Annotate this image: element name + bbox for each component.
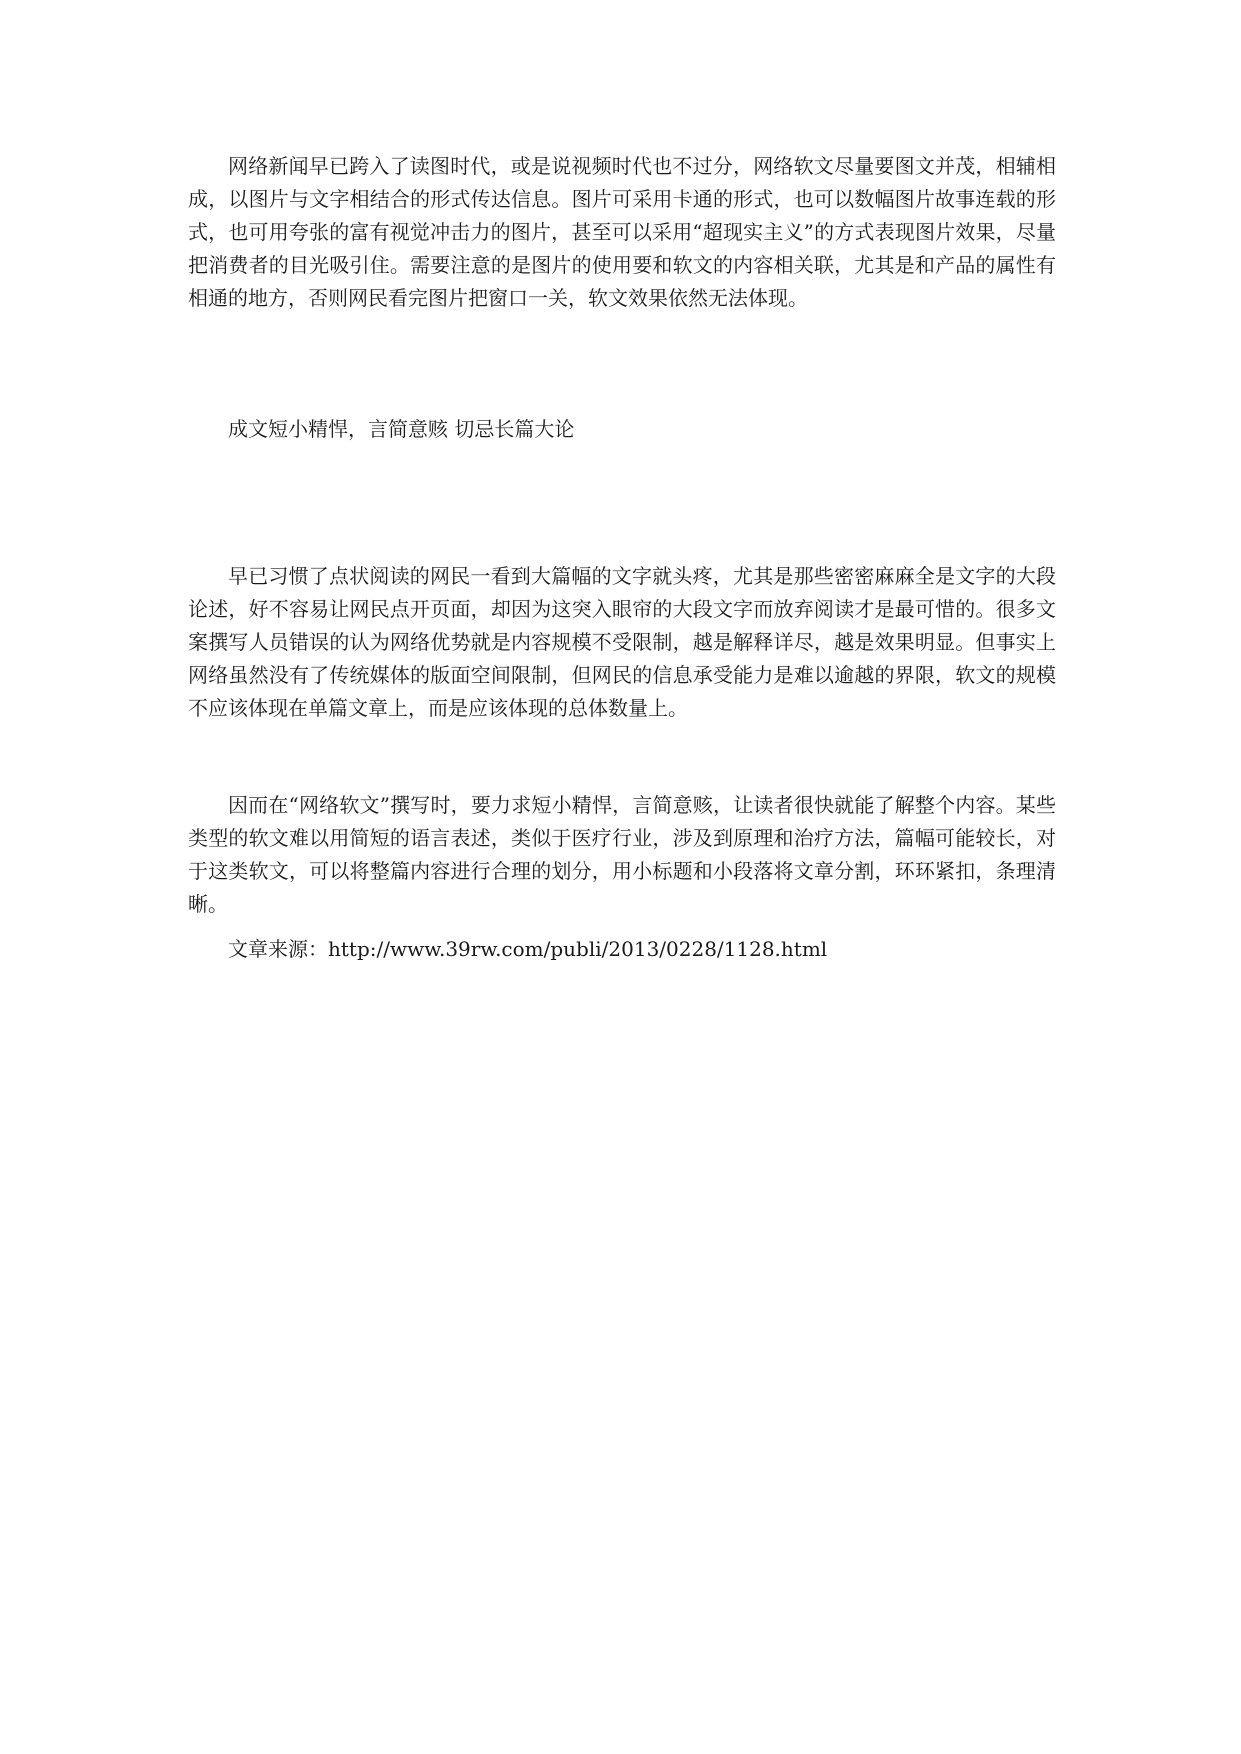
paragraph-image-text: 网络新闻早已跨入了读图时代，或是说视频时代也不过分，网络软文尽量要图文并茂，相辅相成，以图片与文字相结合的形式传达信息。图片可采用卡通的形式，也可以数幅图片故事连载的形式，也可用夸张的富有视觉冲击力的图片，甚至可以采用“超现实主义”的方式表现图片效果，尽量把消费者的目光吸引住。需要注意的是图片的使用要和软文的内容相关联，尤其是和产品的属性有相通的地方，否则网民看完图片把窗口一关，软文效果依然无法体现。 bbox=[188, 154, 1056, 310]
paragraph-concise-writing: 因而在“网络软文”撰写时，要力求短小精悍，言简意赅，让读者很快就能了解整个内容。某些类型的软文难以用简短的语言表述，类似于医疗行业，涉及到原理和治疗方法，篇幅可能较长，对于这类软文，可以将整篇内容进行合理的划分，用小标题和小段落将文章分割，环环紧扣，条理清晰。 bbox=[188, 793, 1056, 916]
paragraph-reading-habits: 早已习惯了点状阅读的网民一看到大篇幅的文字就头疼，尤其是那些密密麻麻全是文字的大段论述，好不容易让网民点开页面，却因为这突入眼帘的大段文字而放弃阅读才是最可惜的。很多文案撰写人员错误的认为网络优势就是内容规模不受限制，越是解释详尽，越是效果明显。但事实上网络虽然没有了传统媒体的版面空间限制，但网民的信息承受能力是难以逾越的界限，软文的规模不应该体现在单篇文章上，而是应该体现的总体数量上。 bbox=[188, 564, 1056, 720]
section-heading: 成文短小精悍，言简意赅 切忌长篇大论 bbox=[228, 417, 575, 441]
source-line: 文章来源：http://www.39rw.com/publi/2013/0228/1128.html bbox=[228, 937, 828, 961]
